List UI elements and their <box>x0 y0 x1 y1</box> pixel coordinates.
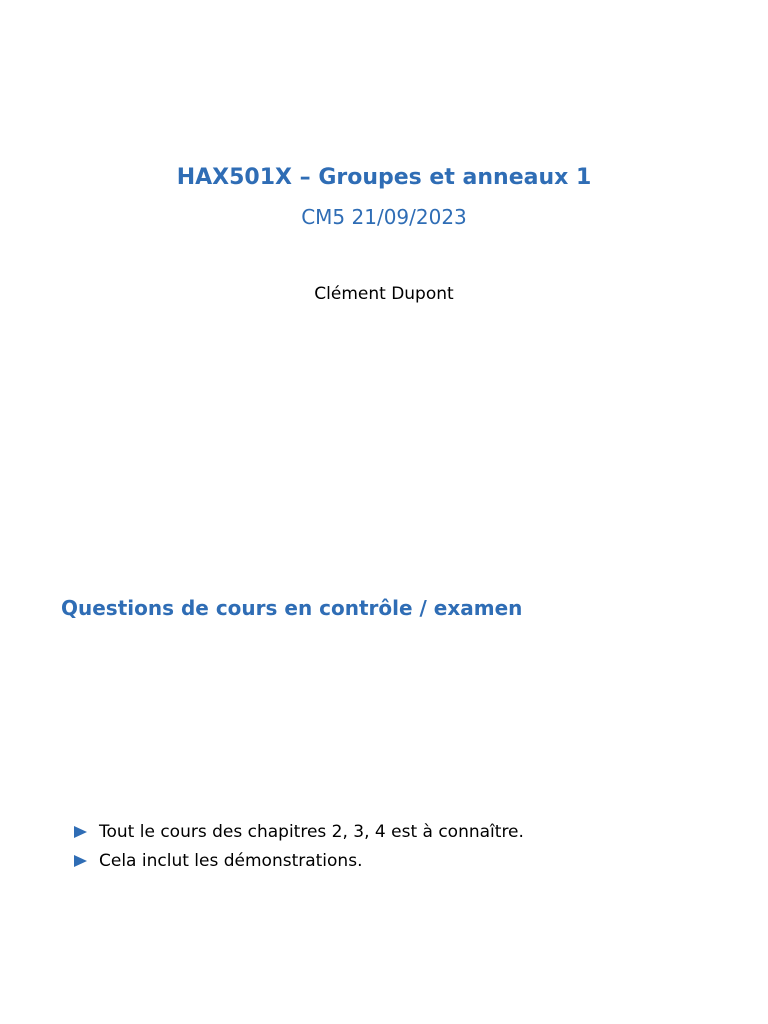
triangle-right-icon <box>74 855 87 867</box>
presentation-subtitle: CM5 21/09/2023 <box>301 205 467 229</box>
presentation-author: Clément Dupont <box>314 284 454 304</box>
frame-title: Questions de cours en contrôle / examen <box>61 596 523 620</box>
bullet-text: Tout le cours des chapitres 2, 3, 4 est à connaître. <box>99 821 524 842</box>
bullet-list <box>74 817 524 875</box>
bullet-item <box>74 846 524 875</box>
triangle-right-icon <box>74 826 87 838</box>
bullet-text: Cela inclut les démonstrations. <box>99 850 363 871</box>
presentation-title: HAX501X – Groupes et anneaux 1 <box>176 165 592 190</box>
content-slide <box>0 512 768 1024</box>
bullet-item <box>74 817 524 846</box>
